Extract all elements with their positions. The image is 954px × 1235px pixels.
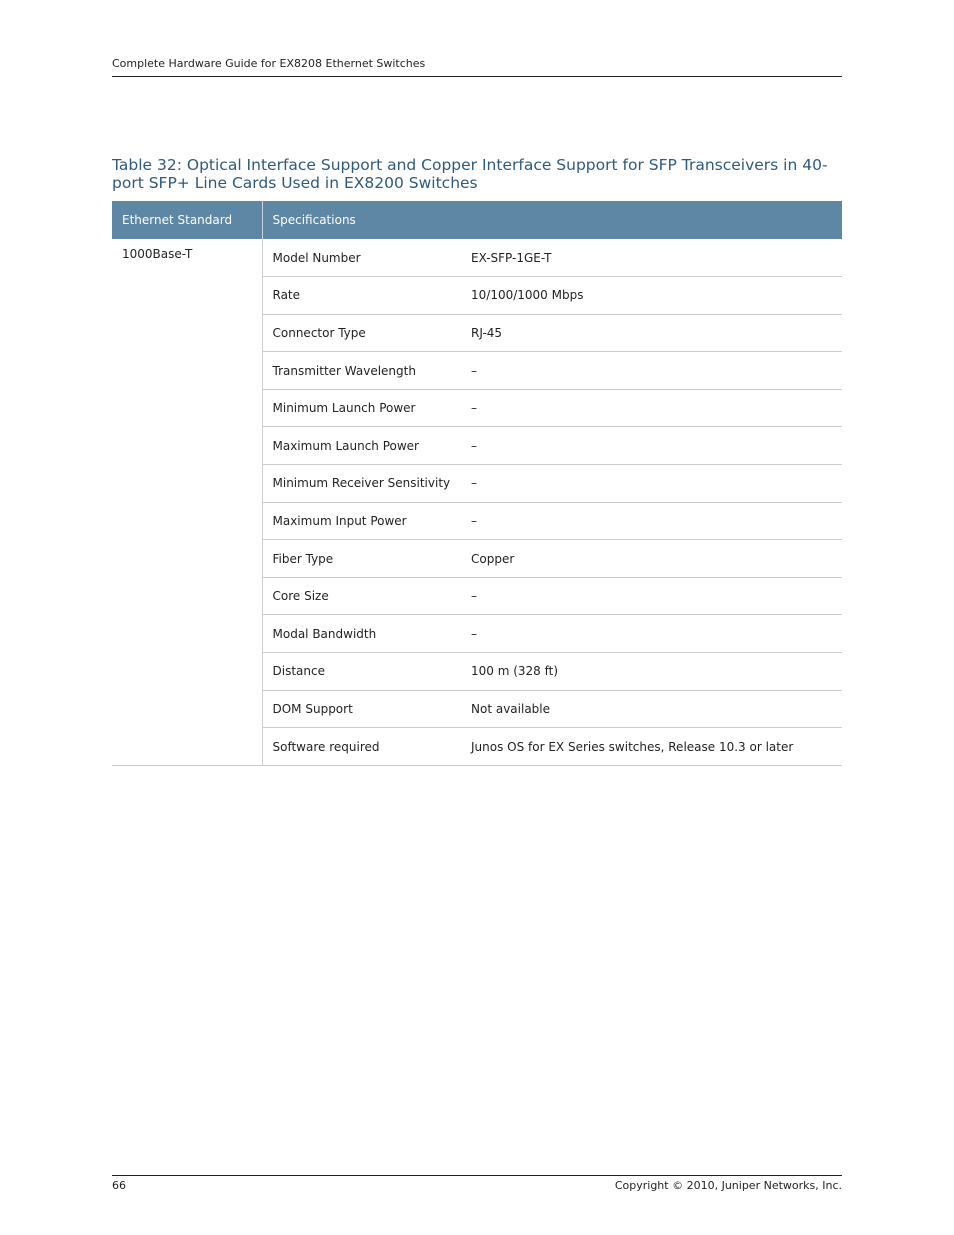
spec-value: –	[461, 615, 842, 653]
table-title: Table 32: Optical Interface Support and Copper Interface Support for SFP Transceivers in 40-port SFP+ Line Cards Used in EX8200 Switches	[112, 156, 828, 192]
spec-param: Maximum Input Power	[262, 502, 461, 540]
spec-value: EX-SFP-1GE-T	[461, 239, 842, 277]
column-header-specifications: Specifications	[262, 201, 842, 239]
spec-value: –	[461, 465, 842, 503]
spec-param: Minimum Launch Power	[262, 389, 461, 427]
running-footer	[112, 1175, 842, 1192]
spec-param: Modal Bandwidth	[262, 615, 461, 653]
ethernet-standard-cell: 1000Base-T	[112, 239, 262, 765]
spec-value: –	[461, 502, 842, 540]
spec-param: Connector Type	[262, 314, 461, 352]
spec-value: –	[461, 352, 842, 390]
spec-param: Minimum Receiver Sensitivity	[262, 465, 461, 503]
running-header-title: Complete Hardware Guide for EX8208 Ethernet Switches	[112, 57, 426, 70]
spec-value: RJ-45	[461, 314, 842, 352]
spec-param: Transmitter Wavelength	[262, 352, 461, 390]
spec-value: Copper	[461, 540, 842, 578]
spec-param: Fiber Type	[262, 540, 461, 578]
running-header	[112, 57, 842, 77]
spec-value: 10/100/1000 Mbps	[461, 277, 842, 315]
table-header-row	[112, 201, 842, 239]
table-row	[112, 239, 842, 277]
spec-value: 100 m (328 ft)	[461, 653, 842, 691]
spec-value: Not available	[461, 690, 842, 728]
spec-value: –	[461, 389, 842, 427]
spec-param: Model Number	[262, 239, 461, 277]
spec-param: Core Size	[262, 577, 461, 615]
spec-param: Rate	[262, 277, 461, 315]
spec-param: Maximum Launch Power	[262, 427, 461, 465]
spec-value: Junos OS for EX Series switches, Release 10.3 or later	[461, 728, 842, 766]
spec-param: DOM Support	[262, 690, 461, 728]
spec-value: –	[461, 427, 842, 465]
spec-param: Software required	[262, 728, 461, 766]
spec-param: Distance	[262, 653, 461, 691]
copyright-notice: Copyright © 2010, Juniper Networks, Inc.	[614, 1179, 842, 1192]
spec-value: –	[461, 577, 842, 615]
spec-table	[112, 201, 842, 766]
page-number: 66	[112, 1179, 126, 1192]
column-header-ethernet-standard: Ethernet Standard	[112, 201, 262, 239]
